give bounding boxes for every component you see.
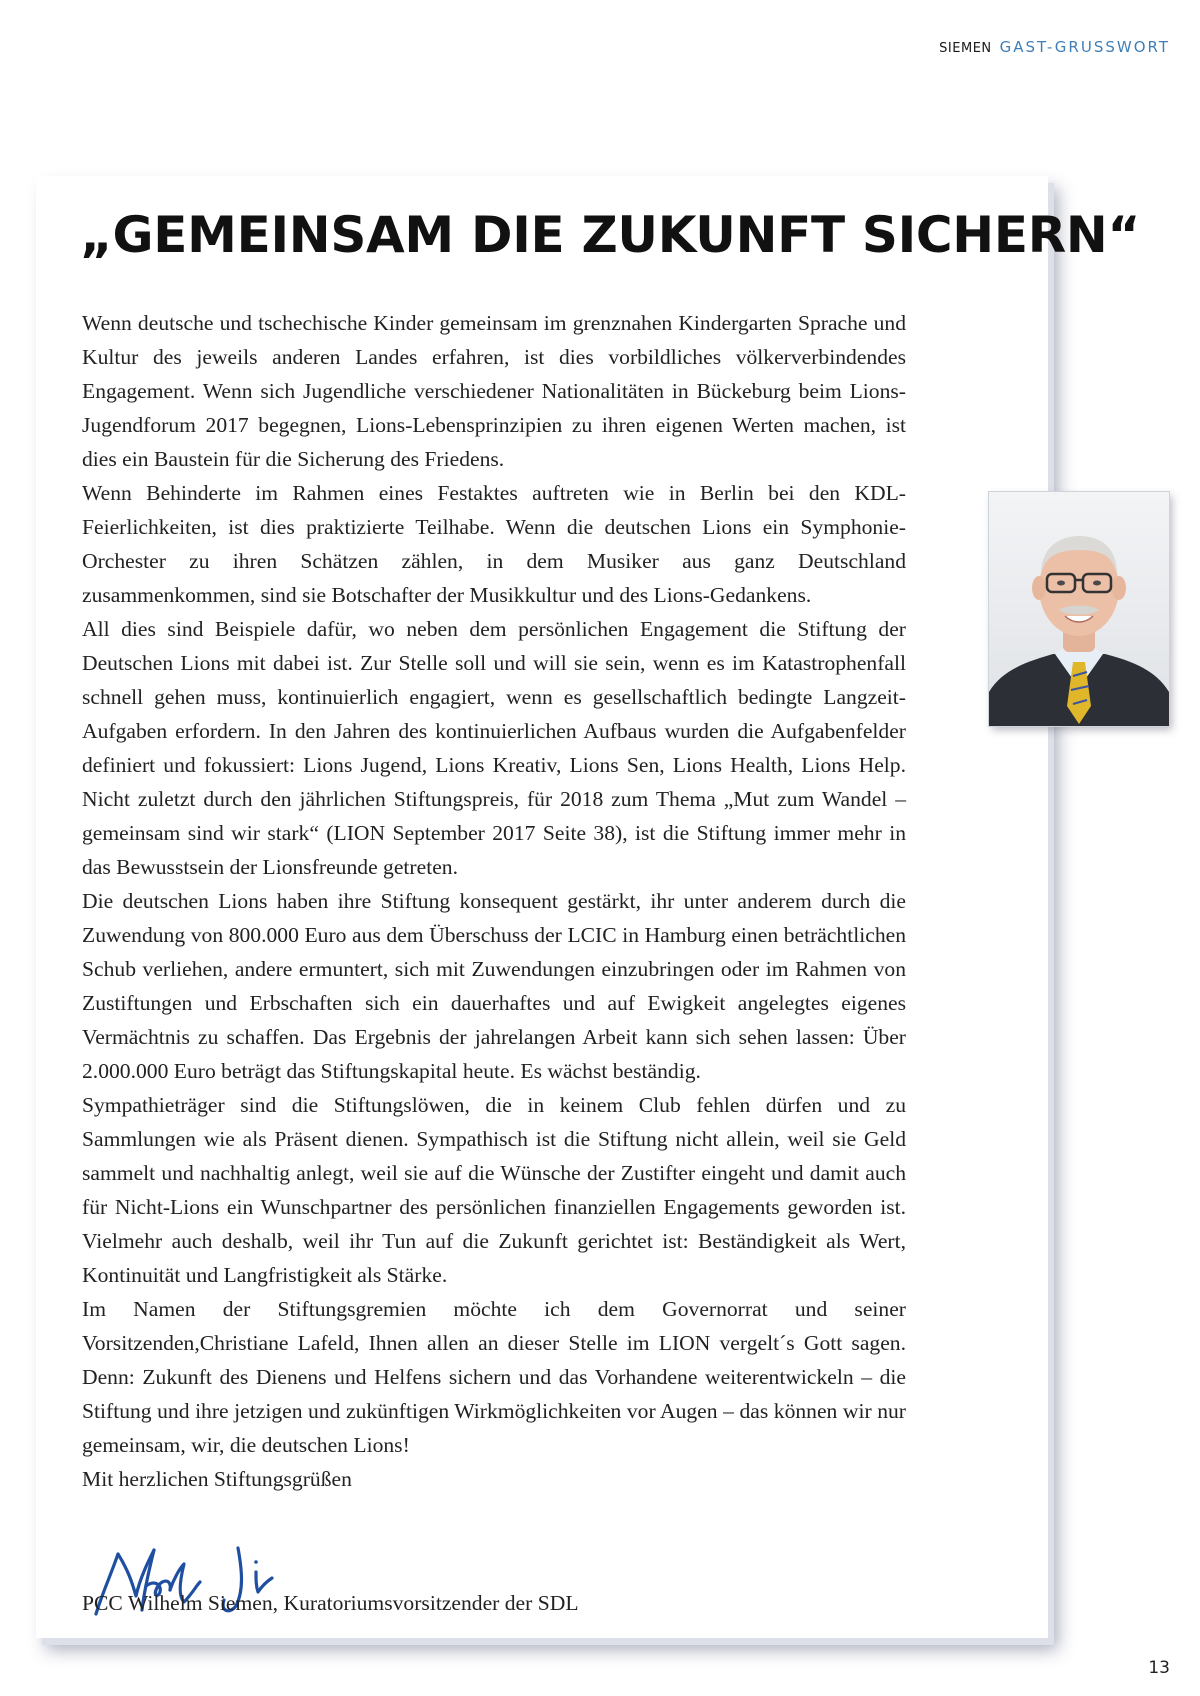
paragraph: All dies sind Beispiele dafür, wo neben dem persönlichen Engagement die Stiftung der Deutschen Lions mit dabei ist. Zur Stelle soll und will sie sein, wenn es im Katastrophenfall schnell gehen muss, kontinuierlich engagiert, wenn es gesellschaftlich bedingte Langzeit-Aufgaben erfordern. In den Jahren des kontinuierlichen Aufbaus wurden die Aufgabenfelder definiert und fokussiert: Lions Jugend, Lions Kreativ, Lions Sen, Lions Health, Lions Help. Nicht zuletzt durch den jährlichen Stiftungspreis, für 2018 zum Thema „Mut zum Wandel – gemeinsam sind wir stark“ (LION September 2017 Seite 38), ist die Stiftung immer mehr in das Bewusstsein der Lionsfreunde getreten. (82, 617, 906, 879)
page-number: 13 (1148, 1658, 1170, 1678)
paragraph: Die deutschen Lions haben ihre Stiftung konsequent gestärkt, ihr unter anderem durch die Zuwendung von 800.000 Euro aus dem Überschuss der LCIC in Hamburg einen beträchtlichen Schub verliehen, andere ermuntert, sich mit Zuwendungen einzubringen oder im Rahmen von Zustiftungen und Erbschaften sich ein dauerhaftes und auf Ewigkeit angelegtes eigenes Vermächtnis zu schaffen. Das Ergebnis der jahrelangen Arbeit kann sich sehen lassen: Über 2.000.000 Euro beträgt das Stiftungskapital heute. Es wächst beständig. (82, 889, 906, 1083)
paragraph: Wenn Behinderte im Rahmen eines Festaktes auftreten wie in Berlin bei den KDL-Feierlichkeiten, ist dies praktizierte Teilhabe. Wenn die deutschen Lions ein Symphonie-Orchester zu ihren Schätzen zählen, in dem Musiker aus ganz Deutschland zusammenkommen, sind sie Botschafter der Musikkultur und des Lions-Gedankens. (82, 481, 906, 607)
header-author: SIEMEN (939, 41, 992, 56)
header-section: GAST-GRUSSWORT (999, 38, 1170, 56)
portrait-photo (989, 492, 1169, 726)
running-header (939, 38, 1170, 56)
paragraph: Wenn deutsche und tschechische Kinder gemeinsam im grenznahen Kindergarten Sprache und Kultur des jeweils anderen Landes erfahren, ist dies vorbildliches völkerverbindendes Engagement. Wenn sich Jugendliche verschiedener Nationalitäten in Bückeburg beim Lions-Jugendforum 2017 begegnen, Lions-Lebensprinzipien zu ihren eigenen Werten machen, ist dies ein Baustein für die Sicherung des Friedens. (82, 311, 906, 471)
article-title: „GEMEINSAM DIE ZUKUNFT SICHERN“ (80, 206, 1141, 264)
signer-name: PCC Wilhelm Siemen, Kuratoriumsvorsitzender der SDL (82, 1591, 579, 1615)
closing-greeting: Mit herzlichen Stiftungsgrüßen (82, 1467, 352, 1491)
article-body (82, 306, 906, 1496)
paragraph: Im Namen der Stiftungsgremien möchte ich dem Governorrat und seiner Vorsitzenden,Christiane Lafeld, Ihnen allen an dieser Stelle im LION vergelt´s Gott sagen. Denn: Zukunft des Dienens und Helfens sichern und das Vorhandene weiterentwickeln – die Stiftung und ihre jetzigen und zukünftigen Wirkmöglichkeiten vor Augen – das können wir nur gemeinsam, wir, die deutschen Lions! (82, 1297, 906, 1457)
paragraph: Sympathieträger sind die Stiftungslöwen, die in keinem Club fehlen dürfen und zu Sammlungen wie als Präsent dienen. Sympathisch ist die Stiftung nicht allein, weil sie Geld sammelt und nachhaltig anlegt, weil sie auf die Wünsche der Zustifter eingeht und damit auch für Nicht-Lions ein Wunschpartner des persönlichen finanziellen Engagements geworden ist. Vielmehr auch deshalb, weil ihr Tun auf die Zukunft gerichtet ist: Beständigkeit als Wert, Kontinuität und Langfristigkeit als Stärke. (82, 1093, 906, 1287)
article-card (36, 176, 1141, 1638)
